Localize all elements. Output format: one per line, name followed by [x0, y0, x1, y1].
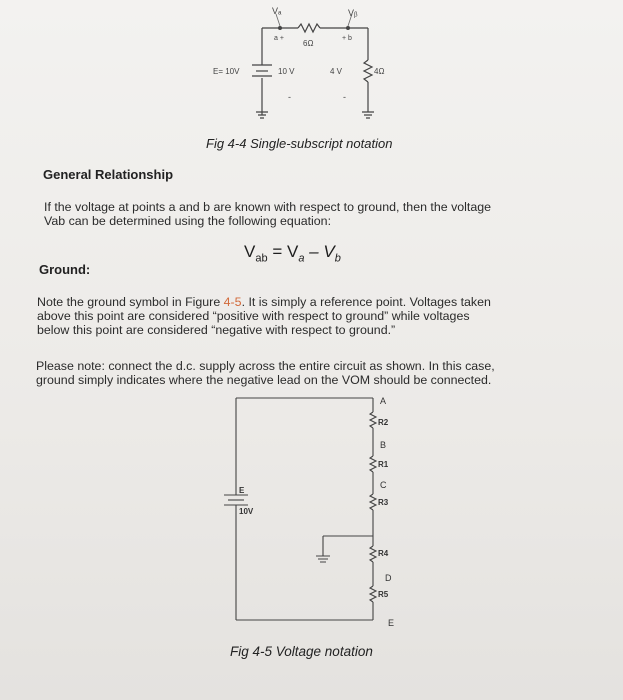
r5-zigzag [370, 586, 376, 602]
fig-4-4-circuit [0, 0, 623, 140]
label-source: E= 10V [213, 67, 240, 76]
label-minus-2: - [343, 92, 346, 102]
node-dot-a [278, 26, 282, 30]
node-d-label: D [385, 573, 392, 583]
eq-mid-sub: a [298, 252, 305, 265]
r1-zigzag [370, 456, 376, 472]
node-e-label: E [388, 618, 395, 628]
r3-zigzag [370, 494, 376, 510]
figure-ref-link[interactable]: 4-5 [223, 295, 242, 309]
ground-note-line3: below this point are considered “negative with respect to ground.” [37, 323, 396, 337]
please-note-line2: ground simply indicates where the negative lead on the VOM should be connected. [36, 373, 492, 387]
node-c-label: C [380, 480, 387, 490]
ground-right [362, 112, 374, 118]
label-minus-1: - [288, 92, 291, 102]
r5-label: R5 [378, 590, 389, 599]
r2-label: R2 [378, 418, 389, 427]
label-b: + b [342, 35, 352, 42]
ground-heading: Ground: [39, 262, 91, 277]
source-e-label: E [239, 486, 245, 495]
source-10v-label: 10V [239, 507, 254, 516]
label-4v-drop: 4 V [330, 67, 343, 76]
r4-zigzag [370, 546, 376, 562]
node-b-label: B [380, 440, 387, 450]
please-note-line1: Please note: connect the d.c. supply across the entire circuit as shown. In this case, [36, 359, 495, 373]
r1-label: R1 [378, 460, 389, 469]
label-4ohm: 4Ω [374, 67, 385, 76]
resistor-4ohm-zigzag [364, 60, 372, 82]
label-vb: Vᵦ [348, 8, 358, 18]
general-para-line2: Vab can be determined using the following equation: [44, 214, 332, 228]
ground-symbol [316, 556, 330, 562]
general-relationship-heading: General Relationship [43, 167, 174, 182]
fig-4-5-circuit [0, 390, 623, 640]
general-para-line1: If the voltage at points a and b are known with respect to ground, then the voltage [44, 200, 492, 214]
r2-zigzag [370, 412, 376, 428]
note-pre: Note the ground symbol in Figure [37, 295, 224, 309]
eq-lhs-sub: ab [255, 252, 268, 265]
label-10v-drop: 10 V [278, 67, 295, 76]
resistor-6ohm-zigzag [298, 24, 320, 32]
eq-lhs: V [244, 242, 256, 261]
eq-minus: – V [304, 242, 335, 261]
r3-label: R3 [378, 498, 389, 507]
fig-4-5-caption: Fig 4-5 Voltage notation [230, 644, 373, 659]
note-post: . It is simply a reference point. Voltages taken [241, 295, 491, 309]
fig-4-4-caption: Fig 4-4 Single-subscript notation [206, 136, 393, 151]
r4-label: R4 [378, 549, 389, 558]
eq-mid: = V [267, 242, 299, 261]
eq-rhs-sub: b [334, 252, 341, 265]
label-va: Vₐ [272, 6, 282, 16]
label-6ohm: 6Ω [303, 39, 314, 48]
node-dot-b [346, 26, 350, 30]
ground-note-line2: above this point are considered “positive with respect to ground” while voltages [37, 309, 470, 323]
equation-vab [244, 242, 341, 264]
label-a: a + [274, 35, 284, 42]
ground-note-line1 [37, 295, 491, 310]
node-a-label: A [380, 396, 387, 406]
